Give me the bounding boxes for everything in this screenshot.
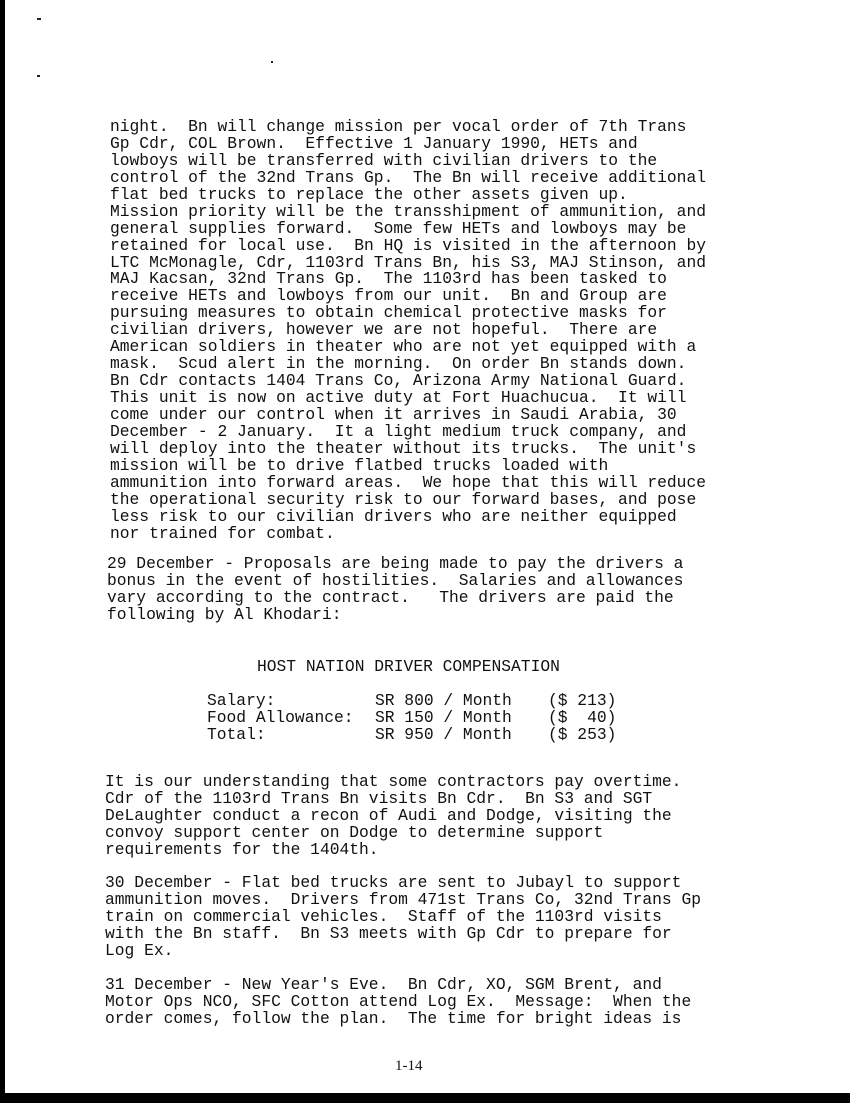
text-line: American soldiers in theater who are not yet equipped with a [110,337,697,357]
text-line: train on commercial vehicles. Staff of the 1103rd visits [105,906,662,926]
text-line: receive HETs and lowboys from our unit. Bn and Group are [110,286,667,306]
text-line: This unit is now on active duty at Fort Huachucua. It will [110,388,687,407]
text-line: civilian drivers, however we are not hopeful. There are [110,320,658,340]
text-line: less risk to our civilian drivers who are neither equipped [110,506,677,526]
text-line: pursuing measures to obtain chemical protective masks for [110,303,667,323]
text-line: DeLaughter conduct a recon of Audi and Dodge, visiting the [105,805,672,825]
paragraph-30-december [105,875,701,960]
text-line: retained for local use. Bn HQ is visited in the afternoon by [110,235,706,255]
row-sr: SR 150 / Month [375,708,512,727]
text-line: vary according to the contract. The drivers are paid the [107,587,674,607]
scan-border-left [0,0,5,1095]
compensation-row [207,708,617,727]
text-line: ammunition into forward areas. We hope that this will reduce [110,472,706,492]
text-line: Motor Ops NCO, SFC Cotton attend Log Ex. Message: When the [105,991,692,1011]
text-line: the operational security risk to our forward bases, and pose [110,489,697,509]
paragraph-29-december [107,556,683,624]
paragraph-continuation [110,119,706,542]
text-line: night. Bn will change mission per vocal order of 7th Trans [110,117,687,136]
paragraph-overtime [105,774,681,859]
text-line: Mission priority will be the transshipment of ammunition, and [110,201,706,221]
text-line: Log Ex. [105,940,174,960]
text-line: order comes, follow the plan. The time for bright ideas is [105,1008,682,1028]
text-line: mask. Scud alert in the morning. On order Bn stands down. [110,354,687,374]
text-line: MAJ Kacsan, 32nd Trans Gp. The 1103rd has been tasked to [110,269,667,289]
row-usd: ($ 253) [548,725,617,744]
text-line: It is our understanding that some contractors pay overtime. [105,772,682,791]
row-label: Food Allowance: [207,708,354,727]
text-line: bonus in the event of hostilities. Salaries and allowances [107,570,684,590]
text-line: requirements for the 1404th. [105,839,379,859]
text-line: flat bed trucks to replace the other assets given up. [110,184,628,204]
text-line: mission will be to drive flatbed trucks loaded with [110,455,609,475]
text-line: control of the 32nd Trans Gp. The Bn will receive additional [110,167,706,187]
text-line: following by Al Khodari: [107,604,342,624]
row-sr: SR 800 / Month [375,691,512,710]
scan-border-bottom [0,1093,850,1103]
row-label: Total: [207,725,266,744]
text-line: Gp Cdr, COL Brown. Effective 1 January 1990, HETs and [110,133,638,153]
text-line: 31 December - New Year's Eve. Bn Cdr, XO, SGM Brent, and [105,975,662,994]
scan-speck [271,61,273,63]
text-line: with the Bn staff. Bn S3 meets with Gp Cdr to prepare for [105,923,672,943]
row-label: Salary: [207,691,276,710]
text-line: Cdr of the 1103rd Trans Bn visits Bn Cdr. Bn S3 and SGT [105,788,653,808]
compensation-row [207,691,617,710]
text-line: LTC McMonagle, Cdr, 1103rd Trans Bn, his S3, MAJ Stinson, and [110,252,706,272]
text-line: come under our control when it arrives in Saudi Arabia, 30 [110,404,677,424]
text-line: 30 December - Flat bed trucks are sent to Jubayl to support [105,873,682,892]
text-line: December - 2 January. It a light medium truck company, and [110,421,687,441]
row-usd: ($ 40) [548,708,617,727]
text-line: general supplies forward. Some few HETs and lowboys may be [110,218,687,238]
text-line: ammunition moves. Drivers from 471st Trans Co, 32nd Trans Gp [105,889,701,909]
text-line: will deploy into the theater without its trucks. The unit's [110,438,697,458]
text-line: convoy support center on Dodge to determine support [105,822,604,842]
text-line: Bn Cdr contacts 1404 Trans Co, Arizona Army National Guard. [110,371,687,391]
scan-speck [37,75,40,77]
compensation-row [207,725,617,744]
text-line: 29 December - Proposals are being made to pay the drivers a [107,554,684,573]
row-sr: SR 950 / Month [375,725,512,744]
text-line: lowboys will be transferred with civilian drivers to the [110,150,658,170]
compensation-table-title: HOST NATION DRIVER COMPENSATION [257,657,560,676]
row-usd: ($ 213) [548,691,617,710]
text-line: nor trained for combat. [110,523,335,543]
paragraph-31-december [105,977,691,1028]
page-number: 1-14 [395,1058,423,1074]
scan-speck [37,18,41,20]
